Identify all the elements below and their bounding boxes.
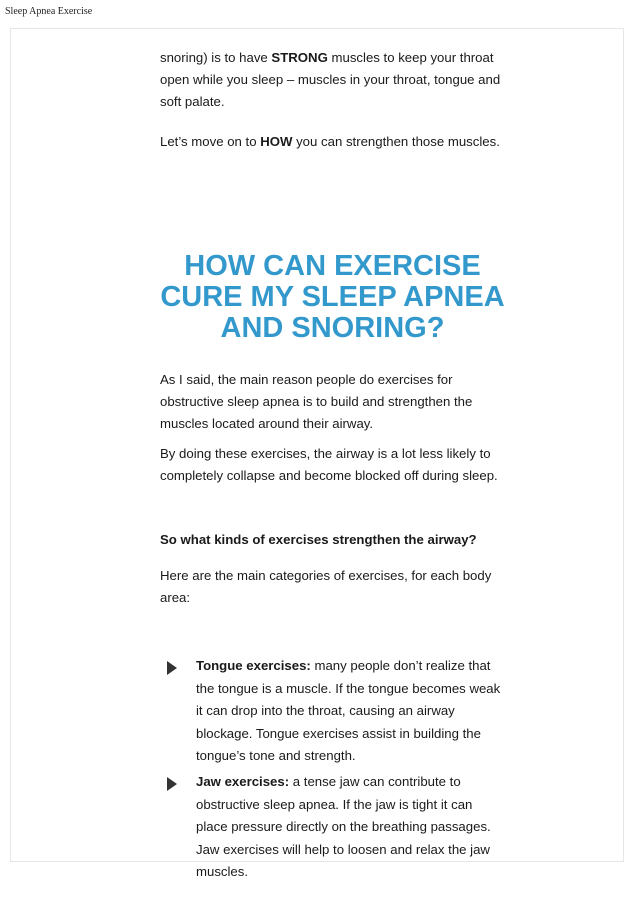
bullet-text <box>196 771 503 884</box>
bullet-title: Jaw exercises: <box>196 774 290 789</box>
document-header-title: Sleep Apnea Exercise <box>5 6 93 17</box>
p2-text-end: you can strengthen those muscles. <box>292 134 500 149</box>
paragraph-strong-muscles <box>160 47 505 113</box>
play-arrow-icon <box>167 777 177 791</box>
paragraph-main-reason: As I said, the main reason people do exercises for obstructive sleep apnea is to build and strengthen the muscles located around their airway. <box>160 372 473 431</box>
bullet-text <box>196 655 503 768</box>
p1-text-start: snoring) is to have <box>160 50 272 65</box>
paragraph-question: So what kinds of exercises strengthen the airway? <box>160 532 477 547</box>
p1-emphasis: STRONG <box>271 50 328 65</box>
bullet-body: many people don’t realize that the tongue is a muscle. If the tongue becomes weak it can drop into the throat, causing an airway blockage. Tongue exercises assist in building the tongue’s tone and strength. <box>196 658 501 763</box>
paragraph-categories-intro: Here are the main categories of exercises, for each body area: <box>160 568 492 605</box>
paragraph-move-on <box>160 131 505 153</box>
bullet-body: a tense jaw can contribute to obstructive sleep apnea. If the jaw is tight it can place pressure directly on the breathing passages. Jaw exercises will help to loosen and relax the jaw muscles. <box>196 774 491 879</box>
p2-emphasis: HOW <box>260 134 293 149</box>
p2-text-start: Let’s move on to <box>160 134 261 149</box>
section-heading: HOW CAN EXERCISE CURE MY SLEEP APNEA AND SNORING? <box>160 250 505 344</box>
bullet-title: Tongue exercises: <box>196 658 311 673</box>
page-frame <box>10 28 624 879</box>
p1-text-end: muscles to keep your throat open while you sleep – muscles in your throat, tongue and soft palate. <box>160 50 501 109</box>
paragraph-airway-collapse: By doing these exercises, the airway is a lot less likely to completely collapse and become blocked off during sleep. <box>160 446 498 483</box>
play-arrow-icon <box>167 661 177 675</box>
